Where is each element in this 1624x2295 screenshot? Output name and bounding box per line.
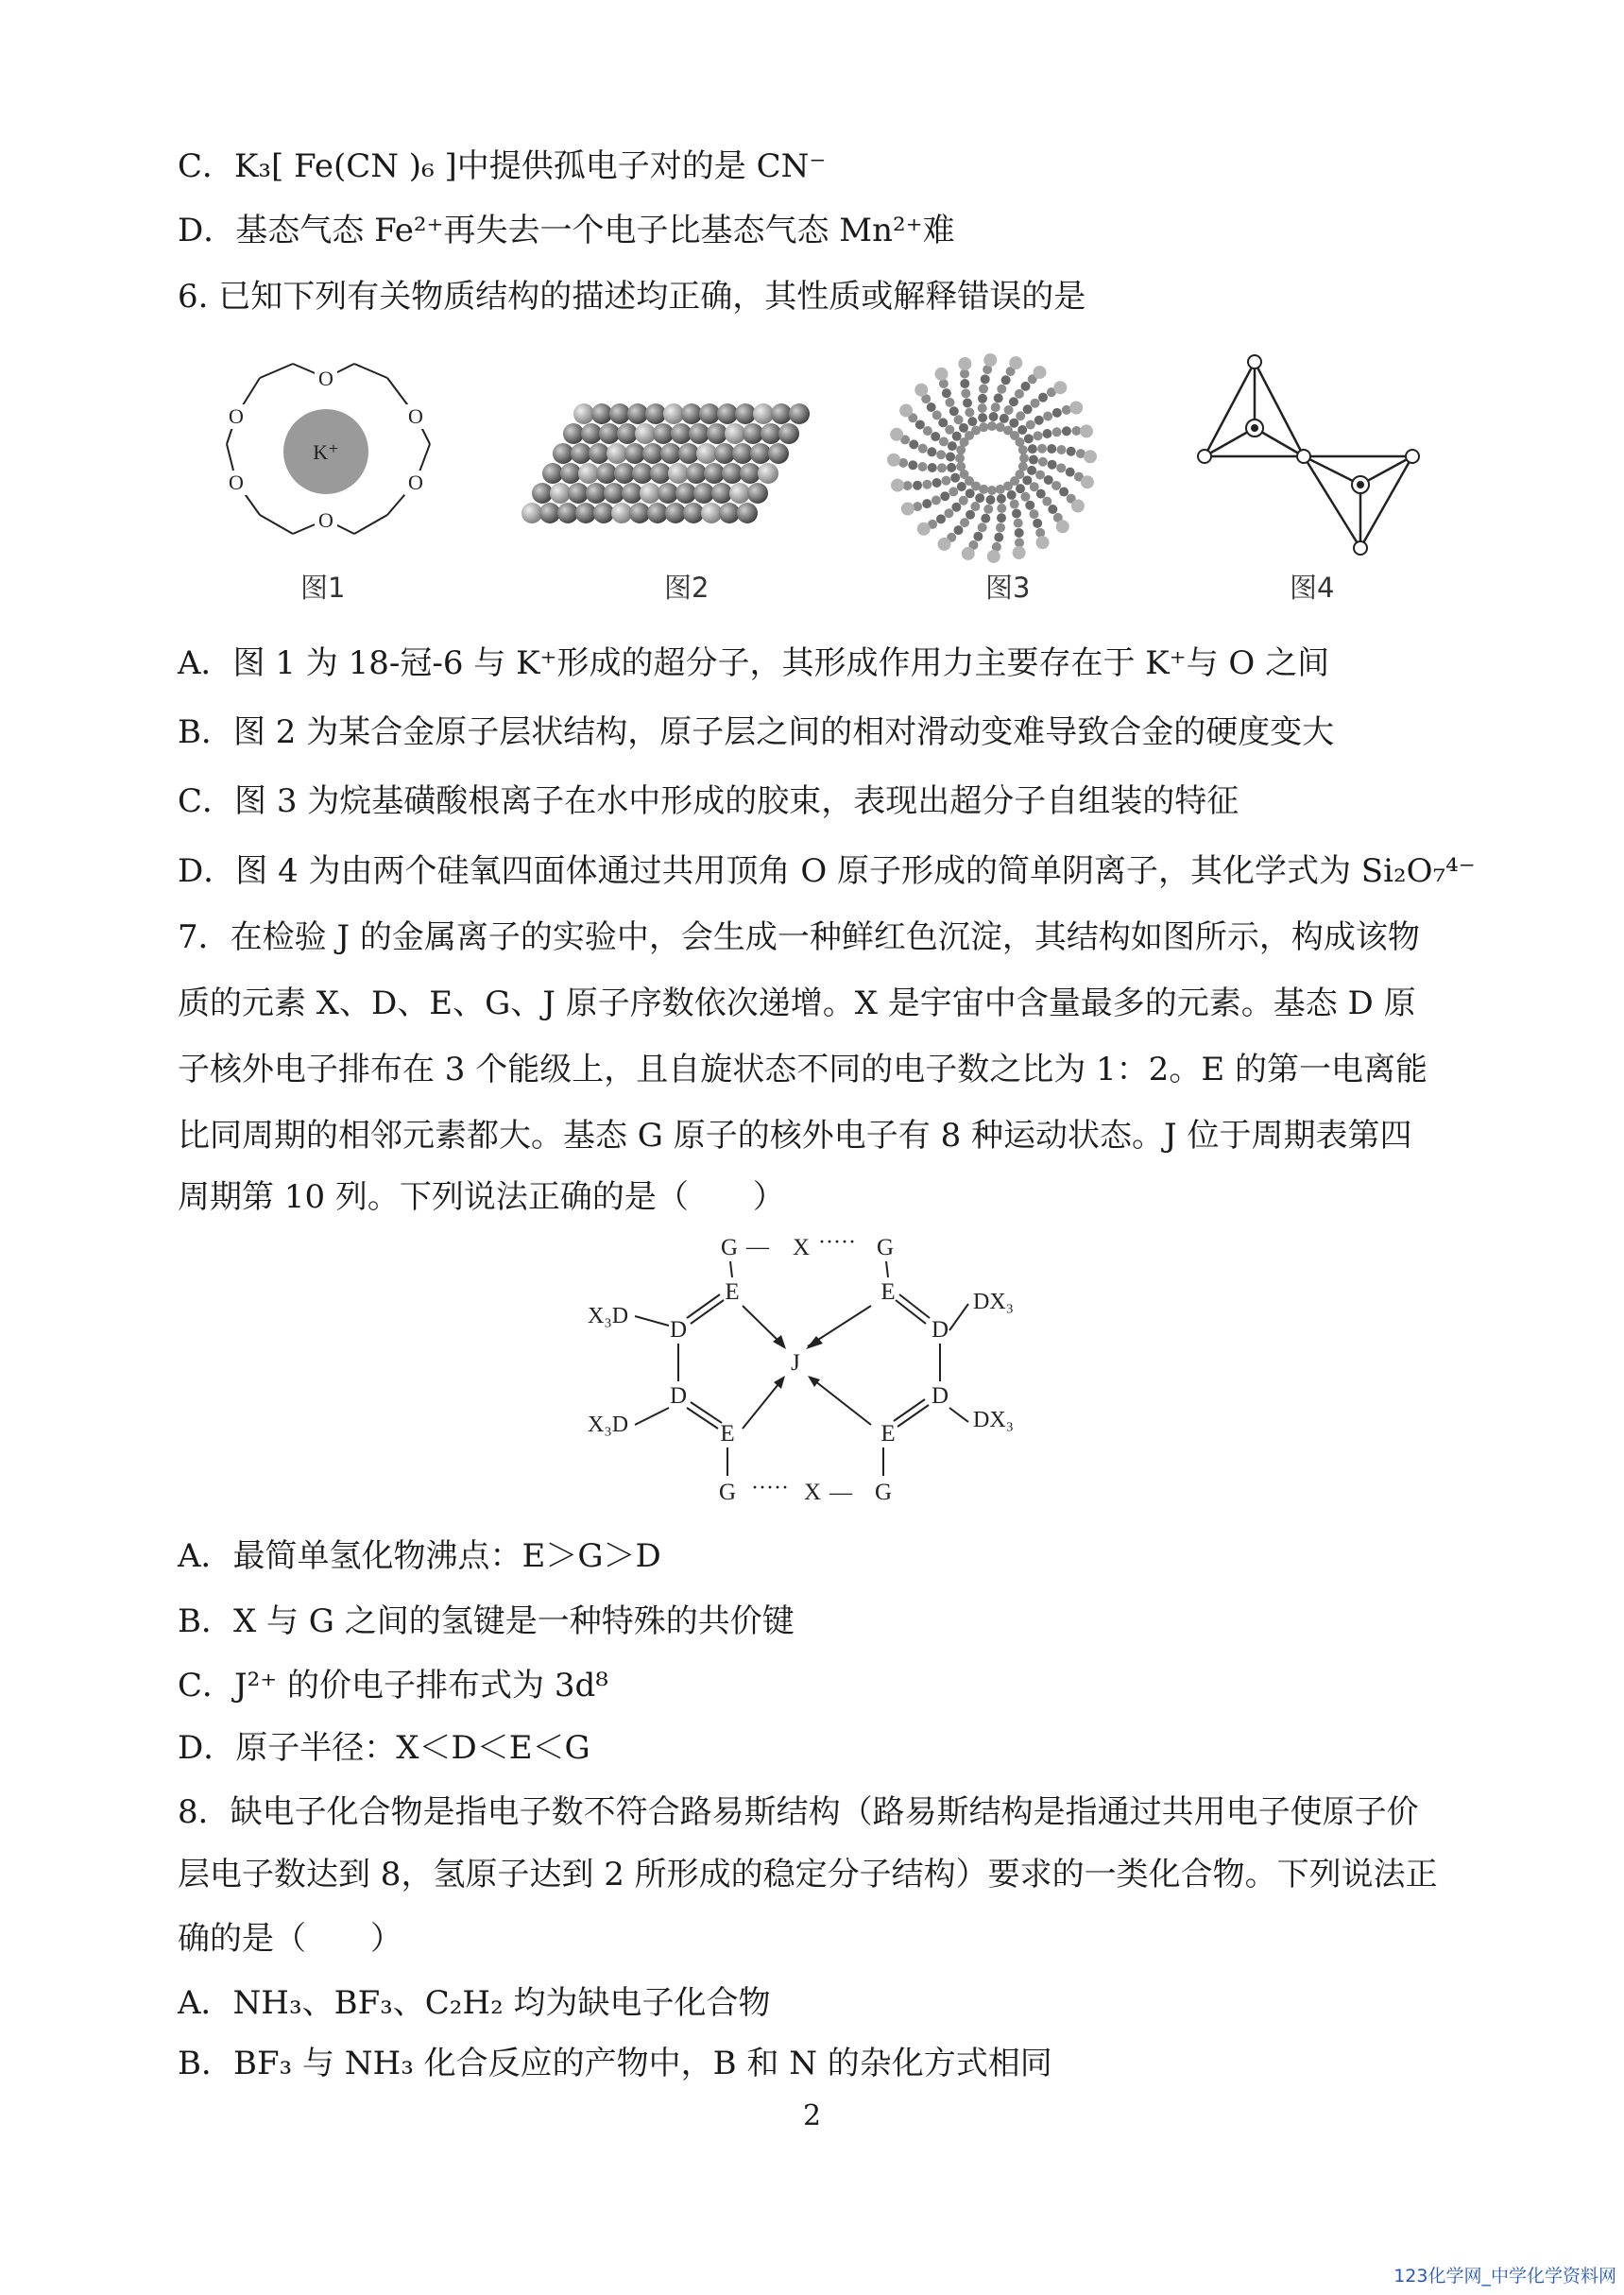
- q5-option-c: C．K₃[ Fe(CN )₆ ]中提供孤电子对的是 CN⁻: [178, 147, 827, 185]
- figure-2-caption: 图2: [664, 572, 709, 604]
- q8-stem-line-3: 确的是（ ）: [178, 1920, 402, 1958]
- q7-stem-line-1: 7．在检验 J 的金属离子的实验中，会生成一种鲜红色沉淀，其结构如图所示，构成该物: [178, 918, 1420, 956]
- q6-option-a: A．图 1 为 18-冠-6 与 K⁺形成的超分子，其形成作用力主要存在于 K⁺与 O 之间: [178, 644, 1330, 682]
- q7-stem-line-3: 子核外电子排布在 3 个能级上，且自旋状态不同的电子数之比为 1：2。E 的第一电离能: [178, 1051, 1427, 1088]
- silicate-dimer-figure: [1186, 354, 1436, 562]
- watermark: 123化学网_中学化学资料网: [1393, 2266, 1616, 2286]
- figure-4-caption: 图4: [1290, 572, 1335, 604]
- q6-option-c: C．图 3 为烷基磺酸根离子在水中形成的胶束，表现出超分子自组装的特征: [178, 782, 1239, 820]
- atom-e: E: [880, 1279, 896, 1305]
- q8-stem-line-1: 8．缺电子化合物是指电子数不符合路易斯结构（路易斯结构是指通过共用电子使原子价: [178, 1793, 1419, 1831]
- q7-option-b: B．X 与 G 之间的氢键是一种特殊的共价键: [178, 1602, 795, 1640]
- micelle-figure: [879, 345, 1105, 572]
- atom-g: G: [876, 1235, 895, 1260]
- hbond-label: ·····: [751, 1476, 789, 1500]
- dx3-group: DX₃: [973, 1408, 1015, 1432]
- oxygen-label: O: [318, 367, 333, 390]
- q7-option-a: A．最简单氢化物沸点：E＞G＞D: [178, 1537, 661, 1575]
- oxygen-label: O: [229, 471, 244, 494]
- atom-j: J: [791, 1350, 800, 1376]
- x3d-group: X₃D: [588, 1413, 629, 1437]
- q5-option-d: D．基态气态 Fe²⁺再失去一个电子比基态气态 Mn²⁺难: [178, 212, 955, 249]
- atom-e: E: [725, 1279, 740, 1305]
- q6-option-d: D．图 4 为由两个硅氧四面体通过共用顶角 O 原子形成的简单阴离子，其化学式为 Si₂O₇⁴⁻: [178, 852, 1476, 890]
- oxygen-label: O: [408, 404, 423, 428]
- q8-option-a: A．NH₃、BF₃、C₂H₂ 均为缺电子化合物: [178, 1984, 771, 2022]
- bond-label: —: [829, 1481, 852, 1505]
- q7-stem-line-2: 质的元素 X、D、E、G、J 原子序数依次递增。X 是宇宙中含量最多的元素。基态 D 原: [178, 985, 1416, 1022]
- atom-g: G: [874, 1480, 893, 1505]
- complex-structure-diagram: [576, 1228, 1049, 1521]
- hbond-label: ·····: [818, 1230, 856, 1255]
- q6-stem: 6. 已知下列有关物质结构的描述均正确，其性质或解释错误的是: [178, 278, 1086, 316]
- figure-1-caption: 图1: [300, 572, 346, 604]
- q7-option-d: D．原子半径：X＜D＜E＜G: [178, 1729, 590, 1767]
- q7-stem-line-4: 比同周期的相邻元素都大。基态 G 原子的核外电子有 8 种运动状态。J 位于周期表第四: [178, 1117, 1412, 1155]
- bond-label: —: [746, 1235, 769, 1259]
- atom-x: X: [803, 1480, 822, 1505]
- q7-option-c: C．J²⁺ 的价电子排布式为 3d⁸: [178, 1667, 608, 1704]
- oxygen-label: O: [318, 508, 333, 532]
- q8-stem-line-2: 层电子数达到 8，氢原子达到 2 所形成的稳定分子结构）要求的一类化合物。下列说法正: [178, 1856, 1438, 1893]
- atom-d: D: [931, 1383, 949, 1409]
- atom-d: D: [931, 1317, 949, 1343]
- atom-e: E: [880, 1421, 896, 1447]
- alloy-layers-figure: [501, 397, 812, 539]
- k-ion-label: K⁺: [313, 440, 339, 464]
- q6-option-b: B．图 2 为某合金原子层状结构，原子层之间的相对滑动变难导致合金的硬度变大: [178, 713, 1335, 751]
- atom-e: E: [720, 1421, 735, 1447]
- figure-3-caption: 图3: [985, 572, 1031, 604]
- atom-d: D: [669, 1317, 688, 1343]
- atom-x: X: [792, 1235, 811, 1260]
- q7-stem-line-5: 周期第 10 列。下列说法正确的是（ ）: [178, 1178, 785, 1216]
- atom-g: G: [718, 1480, 737, 1505]
- oxygen-label: O: [408, 471, 423, 494]
- q8-option-b: B．BF₃ 与 NH₃ 化合反应的产物中，B 和 N 的杂化方式相同: [178, 2045, 1052, 2082]
- page-number: 2: [802, 2099, 822, 2132]
- x3d-group: X₃D: [588, 1304, 629, 1328]
- oxygen-label: O: [229, 404, 244, 428]
- atom-g: G: [720, 1235, 739, 1260]
- dx3-group: DX₃: [973, 1290, 1015, 1314]
- crown-ether-figure: [203, 350, 458, 567]
- atom-d: D: [669, 1383, 688, 1409]
